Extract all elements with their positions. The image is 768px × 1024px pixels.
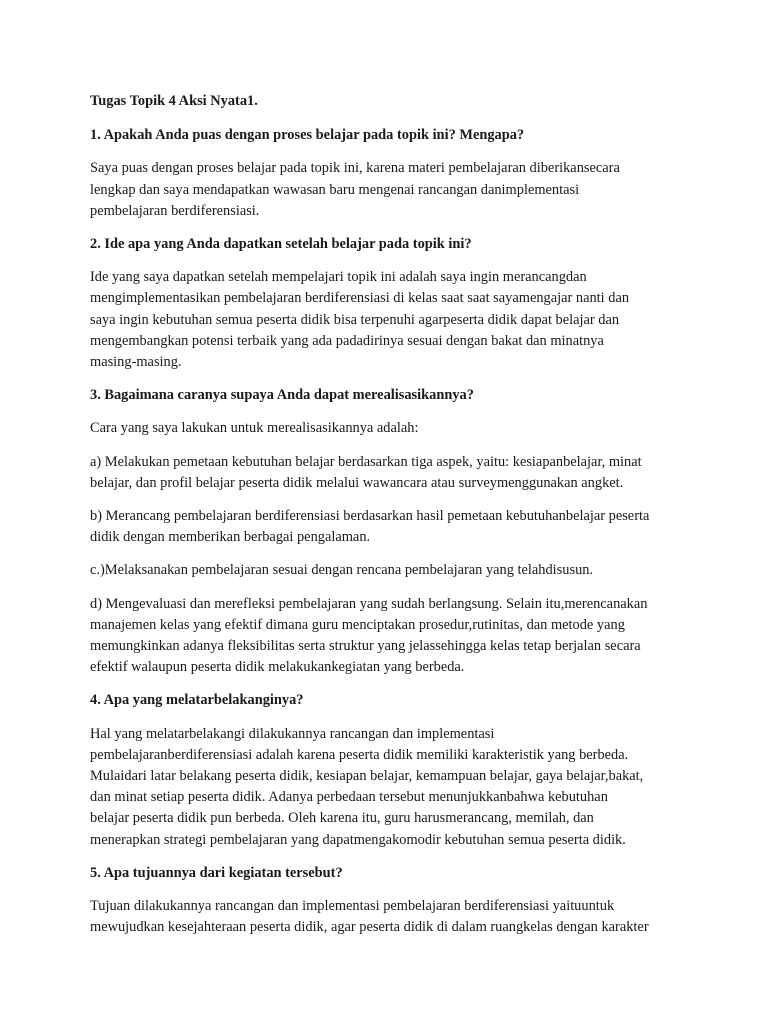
answer-paragraph [90,418,690,439]
paragraph-line: Ide yang saya dapatkan setelah mempelajari topik ini adalah saya ingin merancangdan [90,269,587,286]
paragraph-line: Tujuan dilakukannya rancangan dan implementasi pembelajaran berdiferensiasi yaituuntuk [90,898,615,915]
paragraph-line: lengkap dan saya mendapatkan wawasan baru mengenai rancangan danimplementasi [90,181,580,198]
answer-paragraph [90,560,690,581]
paragraph-line: a) Melakukan pemetaan kebutuhan belajar berdasarkan tiga aspek, yaitu: kesiapanbelajar, minat [90,453,642,470]
paragraph-line: c.)Melaksanakan pembelajaran sesuai dengan rencana pembelajaran yang telahdisusun. [90,562,594,579]
paragraph-line: pembelajaran berdiferensiasi. [90,202,260,219]
paragraph-line: mewujudkan kesejahteraan peserta didik, agar peserta didik di dalam ruangkelas dengan karakter [90,919,649,936]
question-heading-4 [90,690,690,711]
paragraph-line: Saya puas dengan proses belajar pada topik ini, karena materi pembelajaran diberikansecara [90,160,620,177]
heading-text: 3. Bagaimana caranya supaya Anda dapat merealisasikannya? [90,387,474,404]
paragraph-line: masing-masing. [90,354,182,371]
paragraph-line: mengimplementasikan pembelajaran berdiferensiasi di kelas saat saat sayamengajar nanti dan [90,290,630,307]
heading-text: 4. Apa yang melatarbelakanginya? [90,692,304,709]
paragraph-line: dan minat setiap peserta didik. Adanya perbedaan tersebut menunjukkanbahwa kebutuhan [90,789,608,806]
document-body [90,125,690,938]
paragraph-line: saya ingin kebutuhan semua peserta didik bisa terpenuhi agarpeserta didik dapat belajar dan [90,311,620,328]
paragraph-line: Cara yang saya lakukan untuk merealisasikannya adalah: [90,420,419,437]
paragraph-line: Hal yang melatarbelakangi dilakukannya rancangan dan implementasi [90,725,495,742]
answer-paragraph [90,724,690,851]
answer-paragraph [90,594,690,679]
paragraph-line: belajar peserta didik pun berbeda. Oleh karena itu, guru harusmerancang, memilah, dan [90,810,594,827]
paragraph-line: b) Merancang pembelajaran berdiferensiasi berdasarkan hasil pemetaan kebutuhanbelajar peserta [90,508,650,525]
question-heading-3 [90,385,690,406]
paragraph-line: Mulaidari latar belakang peserta didik, kesiapan belajar, kemampuan belajar, gaya belajar,bakat, [90,768,644,785]
heading-text: 1. Apakah Anda puas dengan proses belajar pada topik ini? Mengapa? [90,127,525,144]
paragraph-line: efektif walaupun peserta didik melakukankegiatan yang berbeda. [90,659,465,676]
answer-paragraph [90,158,690,222]
document-title-text: Tugas Topik 4 Aksi Nyata1. [90,93,258,109]
answer-paragraph [90,506,690,548]
answer-paragraph [90,896,690,938]
paragraph-line: belajar, dan profil belajar peserta didik melalui wawancara atau surveymenggunakan angket. [90,474,624,491]
question-heading-1 [90,125,690,146]
question-heading-5 [90,863,690,884]
document-page [90,91,690,951]
question-heading-2 [90,234,690,255]
paragraph-line: memungkinkan adanya fleksibilitas serta struktur yang jelassehingga kelas tetap berjalan secara [90,638,641,655]
paragraph-line: manajemen kelas yang efektif dimana guru menciptakan prosedur,rutinitas, dan metode yang [90,616,625,633]
paragraph-line: didik dengan memberikan berbagai pengalaman. [90,529,371,546]
heading-text: 5. Apa tujuannya dari kegiatan tersebut? [90,864,343,881]
paragraph-line: d) Mengevaluasi dan merefleksi pembelajaran yang sudah berlangsung. Selain itu,merencanakan [90,595,648,612]
answer-paragraph [90,267,690,373]
document-title [90,91,690,112]
answer-paragraph [90,452,690,494]
heading-text: 2. Ide apa yang Anda dapatkan setelah belajar pada topik ini? [90,236,472,253]
paragraph-line: menerapkan strategi pembelajaran yang dapatmengakomodir kebutuhan semua peserta didik. [90,831,626,848]
paragraph-line: mengembangkan potensi terbaik yang ada padadirinya sesuai dengan bakat dan minatnya [90,332,604,349]
paragraph-line: pembelajaranberdiferensiasi adalah karena peserta didik memiliki karakteristik yang berbeda. [90,746,629,763]
